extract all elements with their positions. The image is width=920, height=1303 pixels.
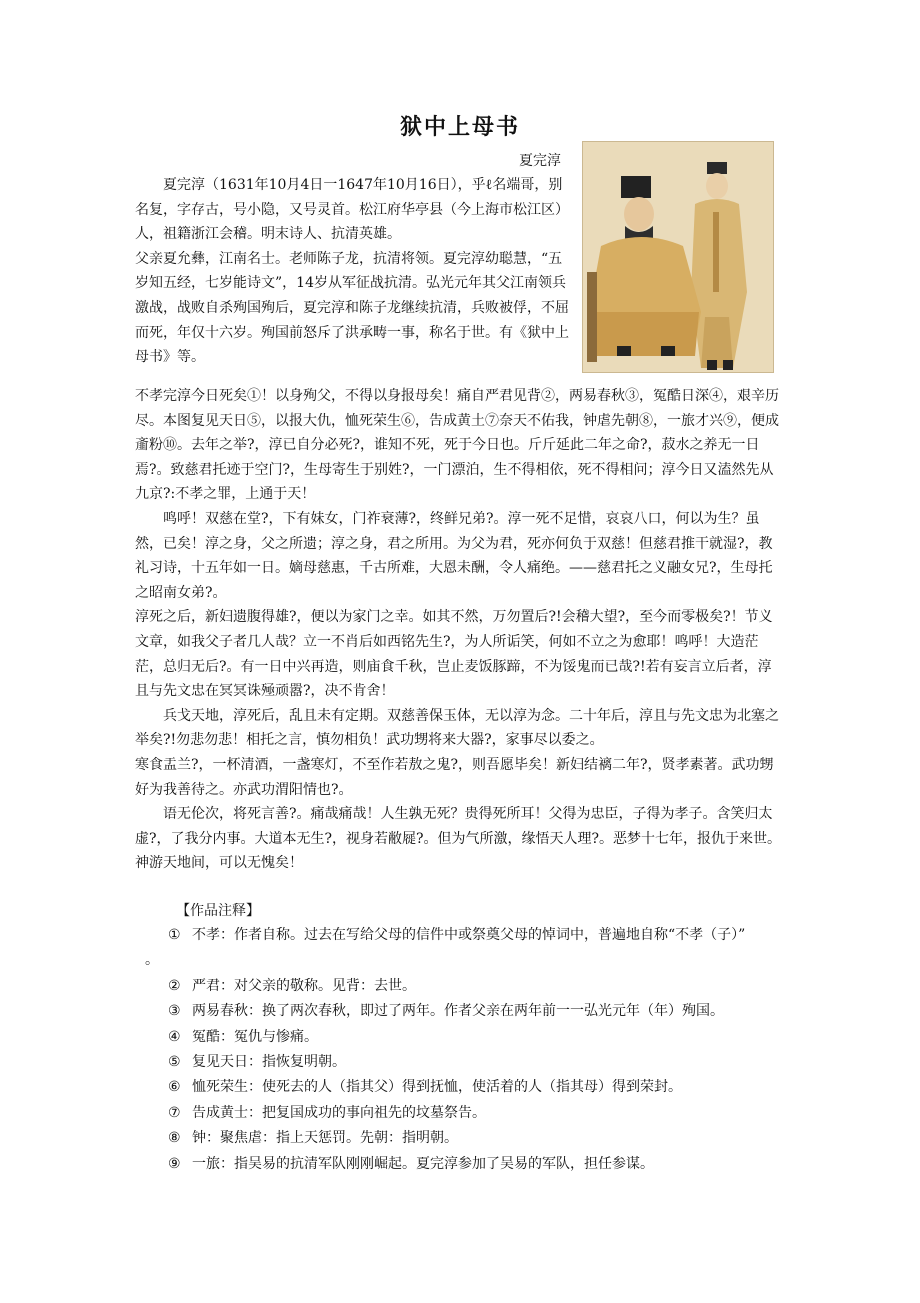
- author-name: 夏完淳: [519, 153, 561, 169]
- note-marker: ④: [168, 1028, 181, 1045]
- note-text: 一旅：指吴易的抗清军队刚刚崛起。夏完淳参加了吴易的军队，担任参谋。: [192, 1155, 654, 1172]
- note-item: [135, 1025, 795, 1050]
- portrait-image: [582, 141, 774, 373]
- note-item: [135, 1101, 795, 1126]
- letter-body: [135, 384, 785, 876]
- letter-paragraph: 淳死之后，新妇遗腹得雄?，便以为家门之幸。如其不然，万勿置后?!会稽大望?，至今而零极矣?！节义文章，如我父子者几人哉？立一不肖后如西铭先生?，为人所诟笑，何如不立之为愈耶！鸣呼！大造茫茫，总归无后?。有一日中兴再造，则庙食千秋，岂止麦饭豚蹄，不为馁鬼而已哉?!若有妄言立后者，淳且与先文忠在冥冥诛殛顽嚣?，决不肯舍！: [135, 609, 773, 700]
- note-text: 两易春秋：换了两次春秋，即过了两年。作者父亲在两年前一一弘光元年（年）殉国。: [192, 1003, 724, 1020]
- note-marker: ⑥: [168, 1079, 181, 1096]
- document-title: 狱中上母书: [399, 114, 520, 140]
- intro-paragraph: 父亲夏允彝，江南名士。老师陈子龙，抗清将领。夏完淳幼聪慧，“五岁知五经，七岁能诗文”，14岁从军征战抗清。弘光元年其父江南领兵激战，战败自杀殉国殉后，夏完淳和陈子龙继续抗清，兵败被俘，不屈而死，年仅十六岁。殉国前怒斥了洪承畴一事，称名于世。有《狱中上母书》等。: [135, 250, 569, 366]
- author-intro: [135, 173, 575, 370]
- letter-paragraph: 语无伦次，将死言善?。痛哉痛哉！人生孰无死？贵得死所耳！父得为忠臣，子得为孝子。含笑归太虚?，了我分内事。大道本无生?，视身若敝屣?。但为气所激，缘悟天人理?。恶梦十七年，报仇于来世。神游天地间，可以无愧矣！: [135, 806, 782, 872]
- notes-list: [135, 923, 795, 1177]
- note-item: [135, 1050, 795, 1075]
- portrait-illustration: [583, 142, 773, 372]
- note-marker: ③: [168, 1003, 181, 1020]
- letter-paragraph: 兵戈天地，淳死后，乱且未有定期。双慈善保玉体，无以淳为念。二十年后，淳且与先文忠为北塞之举矣?!勿悲勿悲！相托之言，慎勿相负！武功甥将来大器?，家事尽以委之。: [135, 707, 779, 749]
- note-item: [135, 974, 795, 999]
- note-text: 告成黄士：把复国成功的事向祖先的坟墓祭告。: [192, 1104, 486, 1121]
- note-text: 复见天日：指恢复明朝。: [192, 1054, 346, 1071]
- note-item: [135, 1152, 795, 1177]
- note-text: 冤酷：冤仇与惨痛。: [192, 1028, 318, 1045]
- note-text: 钟：聚焦虐：指上天惩罚。先朝：指明朝。: [192, 1130, 458, 1147]
- note-marker: ①: [168, 927, 181, 943]
- note-marker: ⑨: [168, 1155, 181, 1172]
- note-marker: ②: [168, 977, 181, 994]
- intro-paragraph: 夏完淳（1631年10月4日一1647年10月16日），乎ℓ名端哥，别名复，字存古，号小隐，又号灵首。松江府华亭县（今上海市松江区）人，祖籍浙江会稽。明末诗人、抗清英雄。: [135, 177, 569, 243]
- letter-paragraph: 寒食盂兰?，一杯清酒，一盏寒灯，不至作若敖之鬼?，则吾愿毕矣！新妇结褵二年?，贤孝素著。武功甥好为我善待之。亦武功渭阳情也?。: [135, 756, 774, 798]
- note-item: [135, 1126, 795, 1151]
- note-item: [135, 999, 795, 1024]
- letter-paragraph: 不孝完淳今日死矣①！以身殉父，不得以身报母矣！痛自严君见背②，两易春秋③，冤酷日深④，艰辛历尽。本图复见天日⑤，以报大仇，恤死荣生⑥，告成黄土⑦奈天不佑我，钟虐先朝⑧，一旅才兴⑨，便成齑粉⑩。去年之举?，淳已自分必死?，谁知不死，死于今日也。斤斤延此二年之命?，菽水之养无一日焉?。致慈君托迹于空门?，生母寄生于别姓?，一门漂泊，生不得相依，死不得相问；淳今日又溘然先从九京?:不孝之罪，上通于天！: [135, 388, 779, 503]
- note-marker: ⑧: [168, 1130, 181, 1147]
- letter-paragraph: 鸣呼！双慈在堂?，下有妹女，门祚衰薄?，终鲜兄弟?。淳一死不足惜，哀哀八口，何以为生？虽然，已矣！淳之身，父之所遗；淳之身，君之所用。为父为君，死亦何负于双慈！但慈君推干就湿?，教礼习诗，十五年如一日。嫡母慈惠，千古所难，大恩未酬，令人痛绝。——慈君托之义融女兄?，生母托之昭南女弟?。: [135, 510, 773, 601]
- note-marker: ⑦: [168, 1104, 181, 1121]
- notes-heading: 【作品注释】: [176, 903, 260, 919]
- note-item: [135, 923, 795, 948]
- note-text: 不孝：作者自称。过去在写给父母的信件中或祭奠父母的悼词中，普遍地自称“不孝（子）”: [192, 927, 746, 943]
- note-text: 严君：对父亲的敬称。见背：去世。: [192, 977, 416, 994]
- note-item: [135, 1075, 795, 1100]
- note-text: 恤死荣生：使死去的人（指其父）得到抚恤，使活着的人（指其母）得到荣封。: [192, 1079, 682, 1096]
- note-continuation: 。: [145, 952, 159, 969]
- note-marker: ⑤: [168, 1054, 181, 1071]
